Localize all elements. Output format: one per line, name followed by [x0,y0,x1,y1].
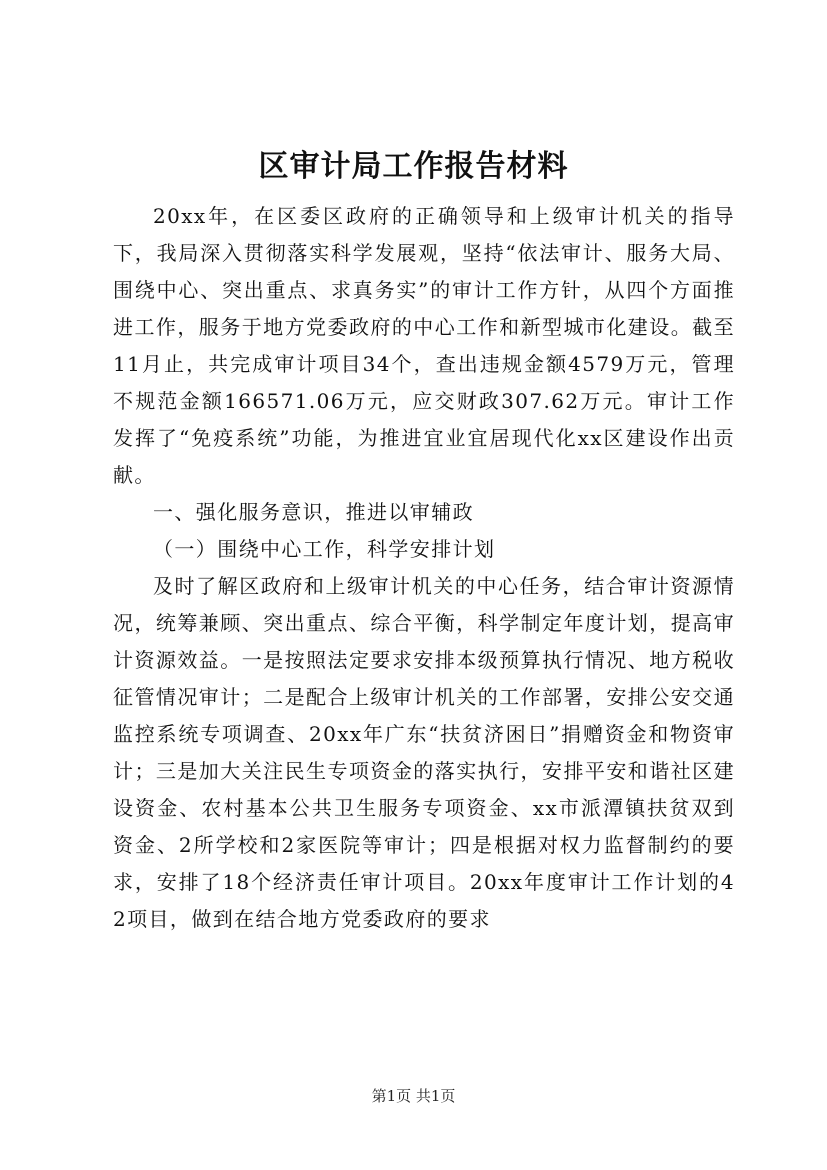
document-body [113,198,735,938]
subsection-heading: （一）围绕中心工作，科学安排计划 [153,537,496,561]
section-paragraph: 及时了解区政府和上级审计机关的中心任务，结合审计资源情况，统筹兼顾、突出重点、综合平衡，科学制定年度计划，提高审计资源效益。一是按照法定要求安排本级预算执行情况、地方税收征管情况审计；二是配合上级审计机关的工作部署，安排公安交通监控系统专项调查、20xx年广东“扶贫济困日”捐赠资金和物资审计；三是加大关注民生专项资金的落实执行，安排平安和谐社区建设资金、农村基本公共卫生服务专项资金、xx市派潭镇扶贫双到资金、2所学校和2家医院等审计；四是根据对权力监督制约的要求，安排了18个经济责任审计项目。20xx年度审计工作计划的42项目，做到在结合地方党委政府的要求 [113,574,735,931]
page-footer: 第1页 共1页 [371,1087,456,1105]
document-title: 区审计局工作报告材料 [258,149,569,184]
intro-paragraph: 20xx年，在区委区政府的正确领导和上级审计机关的指导下，我局深入贯彻落实科学发展观，坚持“依法审计、服务大局、围绕中心、突出重点、求真务实”的审计工作方针，从四个方面推进工作，服务于地方党委政府的中心工作和新型城市化建设。截至11月止，共完成审计项目34个，查出违规金额4579万元，管理不规范金额166571.06万元，应交财政307.62万元。审计工作发挥了“免疫系统”功能，为推进宜业宜居现代化xx区建设作出贡献。 [113,204,735,487]
section-heading: 一、强化服务意识，推进以审辅政 [153,500,474,524]
